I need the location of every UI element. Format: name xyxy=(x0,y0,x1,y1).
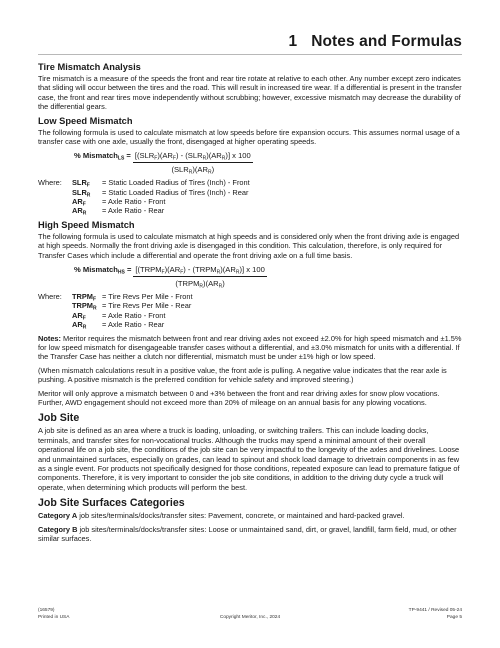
def-description: = Static Loaded Radius of Tires (Inch) - Front xyxy=(102,178,250,188)
low-speed-heading: Low Speed Mismatch xyxy=(38,115,133,126)
paren-note: (When mismatch calculations result in a positive value, the front axle is pulling. A negative value indicates that the rear axle is pushing. A positive mismatch is the preferred condition for vehicle safety and improved steering.) xyxy=(38,365,447,385)
formula-fraction xyxy=(133,264,266,288)
formula-denominator: $(SLR_R)(AR_R)$ xyxy=(171,164,215,176)
notes-body: Meritor requires the mismatch between front and rear driving axles not exceed ±2.0% for high speed mismatch and ±1.5% for low speed mismatch for disengageable transfer cases without a differential, and ±3.0% mismatch for units with a differential. If the Transfer Case has neither a clutch nor differential, mismatch must be under ±1% high or low speed. xyxy=(38,333,462,362)
formula-label: % Mismatch xyxy=(74,265,118,275)
where-label: Where: xyxy=(38,178,62,188)
category-b-paragraph xyxy=(38,525,462,544)
def-description: = Axle Ratio - Front xyxy=(102,310,166,320)
def-description: = Axle Ratio - Rear xyxy=(102,320,165,330)
def-symbol: $AR_R$ xyxy=(72,206,87,217)
high-speed-body: The following formula is used to calculate mismatch at high speeds and is considered only when the front driving axle is engaged at high speeds. Normally the front driving axle is disengaged in this condition. This calculation, therefore, is only required for Transfer Cases which include a differential and operate the front driving axle on a full time basis. xyxy=(38,231,460,260)
main-content xyxy=(38,58,462,547)
job-site-heading: Job Site xyxy=(38,412,80,425)
section-number: 1 xyxy=(288,33,298,50)
category-a-label: Category A xyxy=(38,511,78,521)
footer-copyright: Copyright Meritor, Inc., 2024 xyxy=(219,614,281,620)
footer-page-number: Page 5 xyxy=(446,614,462,620)
tire-mismatch-heading: Tire Mismatch Analysis xyxy=(38,62,141,72)
section-header xyxy=(288,33,462,51)
notes-label: Notes: xyxy=(38,333,61,343)
footer-doc-id: TP-9441 / Revised 05-24 xyxy=(408,608,462,613)
def-symbol: $SLR_R$ xyxy=(72,187,91,199)
formula-subscript: HS xyxy=(117,269,125,276)
formula-label: % Mismatch xyxy=(74,151,118,161)
high-speed-definitions xyxy=(38,292,462,330)
tire-mismatch-body: Tire mismatch is a measure of the speeds the front and rear tire rotate at relative to each other. Any number except zero indicates that sliding will occur between the tires and the road. This will result in increased tire wear. If a differential is present in the transfer case, the front and rear tires move independently without scrubbing; however, excessive mismatch may decrease the durability of the differential gears. xyxy=(38,74,462,112)
footer-printed: Printed in USA xyxy=(38,614,70,620)
def-symbol: $TRPM_F$ xyxy=(72,291,97,303)
low-speed-body: The following formula is used to calculate mismatch at low speeds before tire expansion occurs. This assumes normal usage of a transfer case with one axle, usually the front, disengaged at higher operating speeds. xyxy=(38,127,460,147)
category-a-paragraph xyxy=(38,511,462,520)
surfaces-heading: Job Site Surfaces Categories xyxy=(38,497,185,510)
high-speed-heading: High Speed Mismatch xyxy=(38,219,135,230)
formula-subscript: LS xyxy=(117,155,125,162)
header-rule xyxy=(38,54,462,55)
def-description: = Axle Ratio - Rear xyxy=(102,206,165,216)
def-symbol: $AR_F$ xyxy=(72,310,86,322)
def-symbol: $TRPM_R$ xyxy=(72,301,97,312)
def-description: = Tire Revs Per Mile - Rear xyxy=(102,301,192,311)
section-title: Notes and Formulas xyxy=(311,33,462,50)
formula-fraction xyxy=(133,150,253,174)
high-speed-formula: % Mismatch$_{HS}$ = $\frac{[(TRPM_F)(AR_F) - (TRPM_R)(AR_R)] x 100}{(TRPM_R)(AR_R)}$ xyxy=(74,265,265,289)
def-description: = Axle Ratio - Front xyxy=(102,197,166,207)
footer-code: (16579) xyxy=(38,608,55,613)
where-label: Where: xyxy=(38,291,62,301)
category-b-body: job sites/terminals/docks/transfer sites: Loose or unmaintained sand, dirt, or gravel, landfill, farm field, mud, or other similar surfaces. xyxy=(38,524,457,544)
formula-numerator: $[(SLR_F)(AR_F) - (SLR_R)(AR_R)]$ x 100 xyxy=(134,151,251,162)
low-speed-definitions xyxy=(38,178,462,216)
def-symbol: $SLR_F$ xyxy=(72,178,90,189)
def-symbol: $AR_R$ xyxy=(72,320,87,331)
formula-denominator: $(TRPM_R)(AR_R)$ xyxy=(175,278,225,289)
def-description: = Static Loaded Radius of Tires (Inch) - Rear xyxy=(102,187,249,197)
category-a-body: job sites/terminals/docks/transfer sites: Pavement, concrete, or maintained and hard-packed gravel. xyxy=(77,511,405,521)
def-symbol: $AR_F$ xyxy=(72,197,86,208)
footer-right xyxy=(409,608,462,621)
approval-note: Meritor will only approve a mismatch between 0 and +3% between the front and rear driving axles for snow plow vocations. Further, AWD engagement should not exceed more than 20% of mileage on an annual basis for any plowing vocations. xyxy=(38,388,440,407)
formula-numerator: [$(TRPM_F)(AR_F)$ - $(TRPM_R)(AR_R)$] x 100 xyxy=(135,265,265,276)
notes-paragraph xyxy=(38,334,462,362)
category-b-label: Category B xyxy=(38,524,78,534)
job-site-body: A job site is defined as an area where a truck is loading, unloading, or switching trailers. This can include loading docks, terminals, and transfer sites for non-vocational trucks. Although the trucks may spend a minimal amount of their overall operational life on a job site, the conditions of the job site can be very impactful to the longevity of the axles and drivelines. Loose and unmaintained surfaces, especially on grades, can lead to spinout and shock load damage to drivetrain components in as few as a single event. For products not specifically designed for those conditions, repeated exposure can lead to premature fatigue of components. Therefore, it is very important to consider the job site conditions, in addition to the driving duty cycle a truck will operate, when determining which products will perform the best. xyxy=(38,426,460,492)
low-speed-formula: % Mismatch$_{LS}$ = $\frac{[(SLR_F)(AR_F) - (SLR_R)(AR_R)] x 100}{(SLR_R)(AR_R)}$ xyxy=(74,151,251,176)
def-description: = Tire Revs Per Mile - Front xyxy=(102,291,193,301)
